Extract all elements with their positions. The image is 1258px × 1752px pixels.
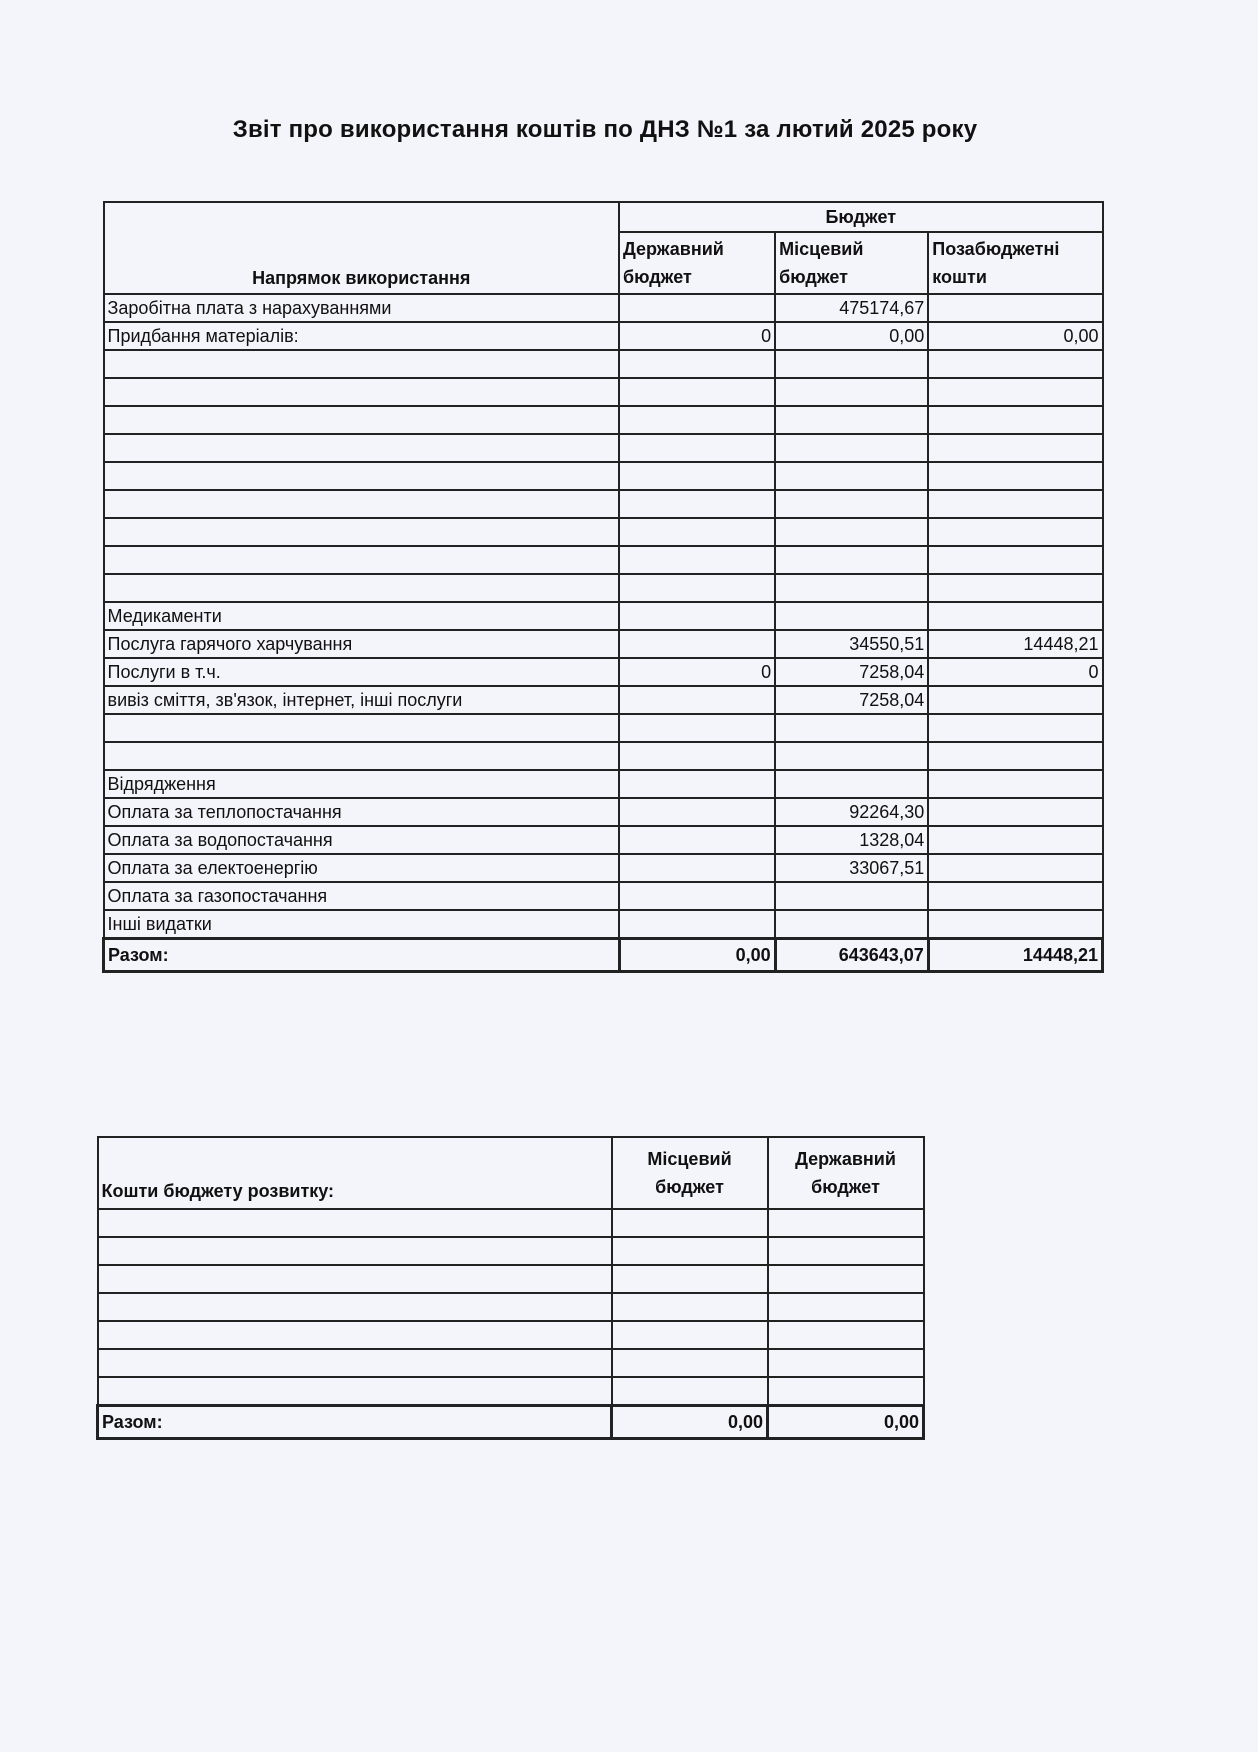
table-row (104, 882, 1103, 910)
cell-state (619, 714, 775, 742)
cell-state (619, 406, 775, 434)
cell-local (775, 574, 928, 602)
total-extra: 14448,21 (928, 939, 1102, 972)
header-extra-budget: Позабюджетні кошти (928, 232, 1102, 294)
cell-label (98, 1293, 612, 1321)
cell-extra (928, 462, 1102, 490)
table-row (98, 1237, 924, 1265)
cell-local (775, 546, 928, 574)
table-row (98, 1293, 924, 1321)
cell-state (768, 1293, 924, 1321)
dev-header-state: Державний бюджет (768, 1137, 924, 1209)
cell-state (768, 1265, 924, 1293)
table-row (104, 854, 1103, 882)
cell-local (612, 1237, 768, 1265)
dev-total-local: 0,00 (612, 1406, 768, 1439)
cell-state (619, 882, 775, 910)
cell-label: Послуги в т.ч. (104, 658, 620, 686)
table-row (104, 826, 1103, 854)
cell-label: Придбання матеріалів: (104, 322, 620, 350)
budget-usage-table (102, 201, 1104, 973)
table-row (104, 406, 1103, 434)
table-row (104, 910, 1103, 939)
table-row (98, 1209, 924, 1237)
cell-state (768, 1321, 924, 1349)
table-row (104, 294, 1103, 322)
cell-label (104, 742, 620, 770)
cell-extra (928, 406, 1102, 434)
cell-label (104, 490, 620, 518)
total-local: 643643,07 (775, 939, 928, 972)
cell-label (104, 714, 620, 742)
table-row (98, 1265, 924, 1293)
cell-local: 7258,04 (775, 686, 928, 714)
cell-label: Заробітна плата з нарахуваннями (104, 294, 620, 322)
dev-total-row (98, 1406, 924, 1439)
total-row (104, 939, 1103, 972)
cell-local (775, 518, 928, 546)
cell-label (104, 406, 620, 434)
dev-table-body (98, 1209, 924, 1406)
cell-state (619, 910, 775, 939)
cell-label: Оплата за теплопостачання (104, 798, 620, 826)
cell-state (619, 294, 775, 322)
cell-label: Відрядження (104, 770, 620, 798)
cell-label: вивіз сміття, зв'язок, інтернет, інші послуги (104, 686, 620, 714)
cell-label (104, 462, 620, 490)
cell-extra: 0,00 (928, 322, 1102, 350)
table-row (98, 1349, 924, 1377)
cell-local (775, 434, 928, 462)
cell-label (98, 1209, 612, 1237)
cell-extra (928, 882, 1102, 910)
cell-state (768, 1237, 924, 1265)
cell-local (612, 1293, 768, 1321)
table-row (104, 378, 1103, 406)
cell-state (619, 574, 775, 602)
cell-state (619, 490, 775, 518)
table-row (104, 630, 1103, 658)
table-row (104, 322, 1103, 350)
cell-label (104, 518, 620, 546)
cell-state: 0 (619, 322, 775, 350)
dev-header-local: Місцевий бюджет (612, 1137, 768, 1209)
header-state-budget: Державний бюджет (619, 232, 775, 294)
cell-local: 1328,04 (775, 826, 928, 854)
cell-extra (928, 574, 1102, 602)
dev-header-row (98, 1137, 924, 1209)
cell-label (98, 1265, 612, 1293)
table-row (104, 462, 1103, 490)
total-state: 0,00 (619, 939, 775, 972)
cell-state (768, 1209, 924, 1237)
cell-local: 475174,67 (775, 294, 928, 322)
cell-label: Оплата за газопостачання (104, 882, 620, 910)
cell-state (619, 630, 775, 658)
table-body (104, 294, 1103, 939)
cell-state (619, 686, 775, 714)
cell-extra (928, 350, 1102, 378)
cell-state (619, 798, 775, 826)
development-budget-table (96, 1136, 925, 1440)
cell-state (619, 434, 775, 462)
total-label: Разом: (104, 939, 620, 972)
cell-extra: 14448,21 (928, 630, 1102, 658)
header-direction: Напрямок використання (104, 202, 620, 294)
cell-local (775, 406, 928, 434)
cell-local (612, 1349, 768, 1377)
table-row (104, 686, 1103, 714)
cell-state (768, 1349, 924, 1377)
cell-label: Оплата за електоенергію (104, 854, 620, 882)
table-row (104, 434, 1103, 462)
cell-extra (928, 770, 1102, 798)
cell-extra (928, 910, 1102, 939)
dev-total-state: 0,00 (768, 1406, 924, 1439)
cell-extra (928, 294, 1102, 322)
header-local-budget: Місцевий бюджет (775, 232, 928, 294)
cell-extra (928, 854, 1102, 882)
table-row (104, 546, 1103, 574)
cell-state (619, 518, 775, 546)
cell-local (775, 770, 928, 798)
cell-label (104, 546, 620, 574)
cell-local (775, 462, 928, 490)
cell-label: Інші видатки (104, 910, 620, 939)
table-row (104, 770, 1103, 798)
cell-extra (928, 798, 1102, 826)
cell-local (775, 490, 928, 518)
cell-extra (928, 378, 1102, 406)
cell-extra (928, 714, 1102, 742)
cell-extra: 0 (928, 658, 1102, 686)
cell-local: 0,00 (775, 322, 928, 350)
cell-state (619, 742, 775, 770)
cell-label (98, 1377, 612, 1406)
cell-local (775, 882, 928, 910)
cell-state (619, 770, 775, 798)
cell-state (619, 602, 775, 630)
cell-local (775, 714, 928, 742)
cell-state (619, 546, 775, 574)
cell-local: 92264,30 (775, 798, 928, 826)
cell-state (619, 854, 775, 882)
cell-extra (928, 742, 1102, 770)
table-row (104, 658, 1103, 686)
cell-label (104, 434, 620, 462)
table-row (104, 518, 1103, 546)
cell-extra (928, 602, 1102, 630)
cell-label: Медикаменти (104, 602, 620, 630)
table-row (98, 1321, 924, 1349)
cell-local (612, 1321, 768, 1349)
cell-local (612, 1265, 768, 1293)
cell-state (619, 462, 775, 490)
cell-local: 7258,04 (775, 658, 928, 686)
cell-label (98, 1321, 612, 1349)
cell-local (775, 378, 928, 406)
table-row (104, 350, 1103, 378)
table-row (104, 574, 1103, 602)
cell-local: 33067,51 (775, 854, 928, 882)
cell-state (619, 350, 775, 378)
cell-label (104, 350, 620, 378)
cell-extra (928, 546, 1102, 574)
cell-extra (928, 518, 1102, 546)
cell-local: 34550,51 (775, 630, 928, 658)
cell-extra (928, 490, 1102, 518)
cell-label (98, 1237, 612, 1265)
cell-local (612, 1377, 768, 1406)
table-row (104, 714, 1103, 742)
cell-state (619, 826, 775, 854)
cell-extra (928, 686, 1102, 714)
table-row (98, 1377, 924, 1406)
cell-extra (928, 434, 1102, 462)
report-title: Звіт про використання коштів по ДНЗ №1 за лютий 2025 року (232, 116, 978, 143)
cell-state (768, 1377, 924, 1406)
cell-local (775, 350, 928, 378)
cell-extra (928, 826, 1102, 854)
dev-total-label: Разом: (98, 1406, 612, 1439)
cell-state: 0 (619, 658, 775, 686)
cell-local (775, 910, 928, 939)
dev-header-label: Кошти бюджету розвитку: (98, 1137, 612, 1209)
table-header-row (104, 202, 1103, 232)
table-row (104, 490, 1103, 518)
cell-state (619, 378, 775, 406)
cell-label: Послуга гарячого харчування (104, 630, 620, 658)
cell-label (104, 378, 620, 406)
cell-local (775, 602, 928, 630)
cell-local (775, 742, 928, 770)
table-row (104, 602, 1103, 630)
cell-label: Оплата за водопостачання (104, 826, 620, 854)
cell-label (104, 574, 620, 602)
cell-local (612, 1209, 768, 1237)
cell-label (98, 1349, 612, 1377)
table-row (104, 742, 1103, 770)
header-budget: Бюджет (619, 202, 1103, 232)
table-row (104, 798, 1103, 826)
